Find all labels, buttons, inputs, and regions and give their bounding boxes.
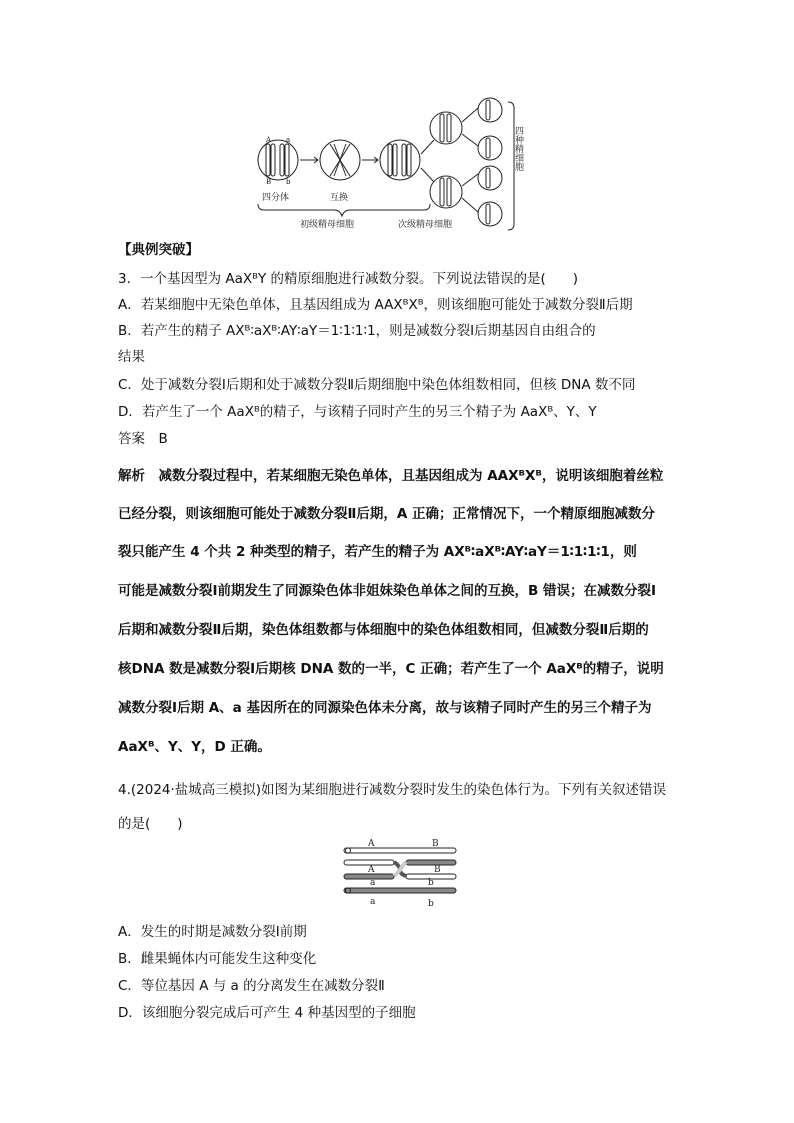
q3-explanation-5: 后期和减数分裂Ⅱ后期，染色体组数都与体细胞中的染色体组数相同，但减数分裂Ⅱ后期的 (118, 622, 649, 638)
q3-explanation-4: 可能是减数分裂Ⅰ前期发生了同源染色体非姐妹染色单体之间的互换，B 错误；在减数分裂Ⅰ (118, 583, 657, 599)
q3-option-d: D．若产生了一个 AaXᴮ的精子，与该精子同时产生的另三个精子为 AaXᴮ、Y、Y (118, 404, 597, 420)
fig2-label-b-mid: b (428, 878, 434, 888)
q3-explanation-8: AaXᴮ、Y、Y，D 正确。 (118, 739, 271, 755)
q3-option-b: B．若产生的精子 AXᴮ∶aXᴮ∶AY∶aY＝1∶1∶1∶1，则是减数分裂Ⅰ后期基因自由组合的 (118, 323, 596, 339)
gene-label-a: a (286, 136, 291, 144)
meiosis-diagram (256, 96, 536, 236)
fig2-label-B-mid: B (434, 865, 441, 875)
q3-option-a: A．若某细胞中无染色单体，且基因组成为 AAXᴮXᴮ，则该细胞可能处于减数分裂Ⅱ后期 (118, 297, 633, 313)
q3-explanation-3: 裂只能产生 4 个共 2 种类型的精子，若产生的精子为 AXᴮ∶aXᴮ∶AY∶aY＝1∶1∶1∶1，则 (118, 544, 637, 560)
q4-option-c: C．等位基因 A 与 a 的分离发生在减数分裂Ⅱ (118, 978, 385, 994)
label-four-sperm: 四种精细胞 (513, 126, 523, 171)
q3-option-b-cont: 结果 (118, 349, 145, 365)
q4-stem-2: 的是( ) (118, 816, 183, 832)
fig2-label-B-top: B (432, 839, 439, 849)
q3-explanation-6: 核DNA 数是减数分裂Ⅰ后期核 DNA 数的一半，C 正确；若产生了一个 AaXᴮ的精子，说明 (118, 661, 664, 677)
label-secondary-spermatocyte: 次级精母细胞 (398, 220, 453, 230)
fig2-label-a-bottom: a (370, 897, 376, 907)
q4-stem-1: 4.(2024·盐城高三模拟)如图为某细胞进行减数分裂时发生的染色体行为。下列有关叙述错误 (118, 782, 667, 798)
q4-option-d: D．该细胞分裂完成后可产生 4 种基因型的子细胞 (118, 1005, 416, 1021)
q4-option-b: B．雌果蝇体内可能发生这种变化 (118, 951, 317, 967)
label-exchange: 互换 (330, 193, 349, 203)
fig2-label-A-top: A (368, 839, 375, 849)
fig2-label-a-mid: a (370, 878, 376, 888)
q3-option-c: C．处于减数分裂Ⅰ后期和处于减数分裂Ⅱ后期细胞中染色体组数相同，但核 DNA 数不同 (118, 377, 636, 393)
q3-answer: 答案 B (118, 431, 168, 447)
gene-label-A: A (266, 136, 272, 144)
q3-explanation-2: 已经分裂，则该细胞可能处于减数分裂Ⅱ后期，A 正确；正常情况下，一个精原细胞减数分 (118, 506, 656, 522)
fig2-label-b-bottom: b (428, 899, 434, 909)
q3-explanation-1: 解析 减数分裂过程中，若某细胞无染色单体，且基因组成为 AAXᴮXᴮ，说明该细胞着丝粒 (118, 468, 664, 484)
q3-explanation-7: 减数分裂Ⅰ后期 A、a 基因所在的同源染色体未分离，故与该精子同时产生的另三个精子为 (118, 700, 652, 716)
fig2-label-A-mid: A (368, 865, 375, 875)
label-tetrad: 四分体 (262, 193, 290, 203)
gene-label-B: B (266, 178, 272, 186)
section-heading: 【典例突破】 (118, 242, 199, 258)
q4-option-a: A．发生的时期是减数分裂Ⅰ前期 (118, 924, 307, 940)
gene-label-b: b (286, 178, 291, 186)
crossover-diagram (340, 838, 460, 914)
q3-stem: 3．一个基因型为 AaXᴮY 的精原细胞进行减数分裂。下列说法错误的是( ) (118, 271, 579, 287)
label-primary-spermatocyte: 初级精母细胞 (300, 220, 355, 230)
